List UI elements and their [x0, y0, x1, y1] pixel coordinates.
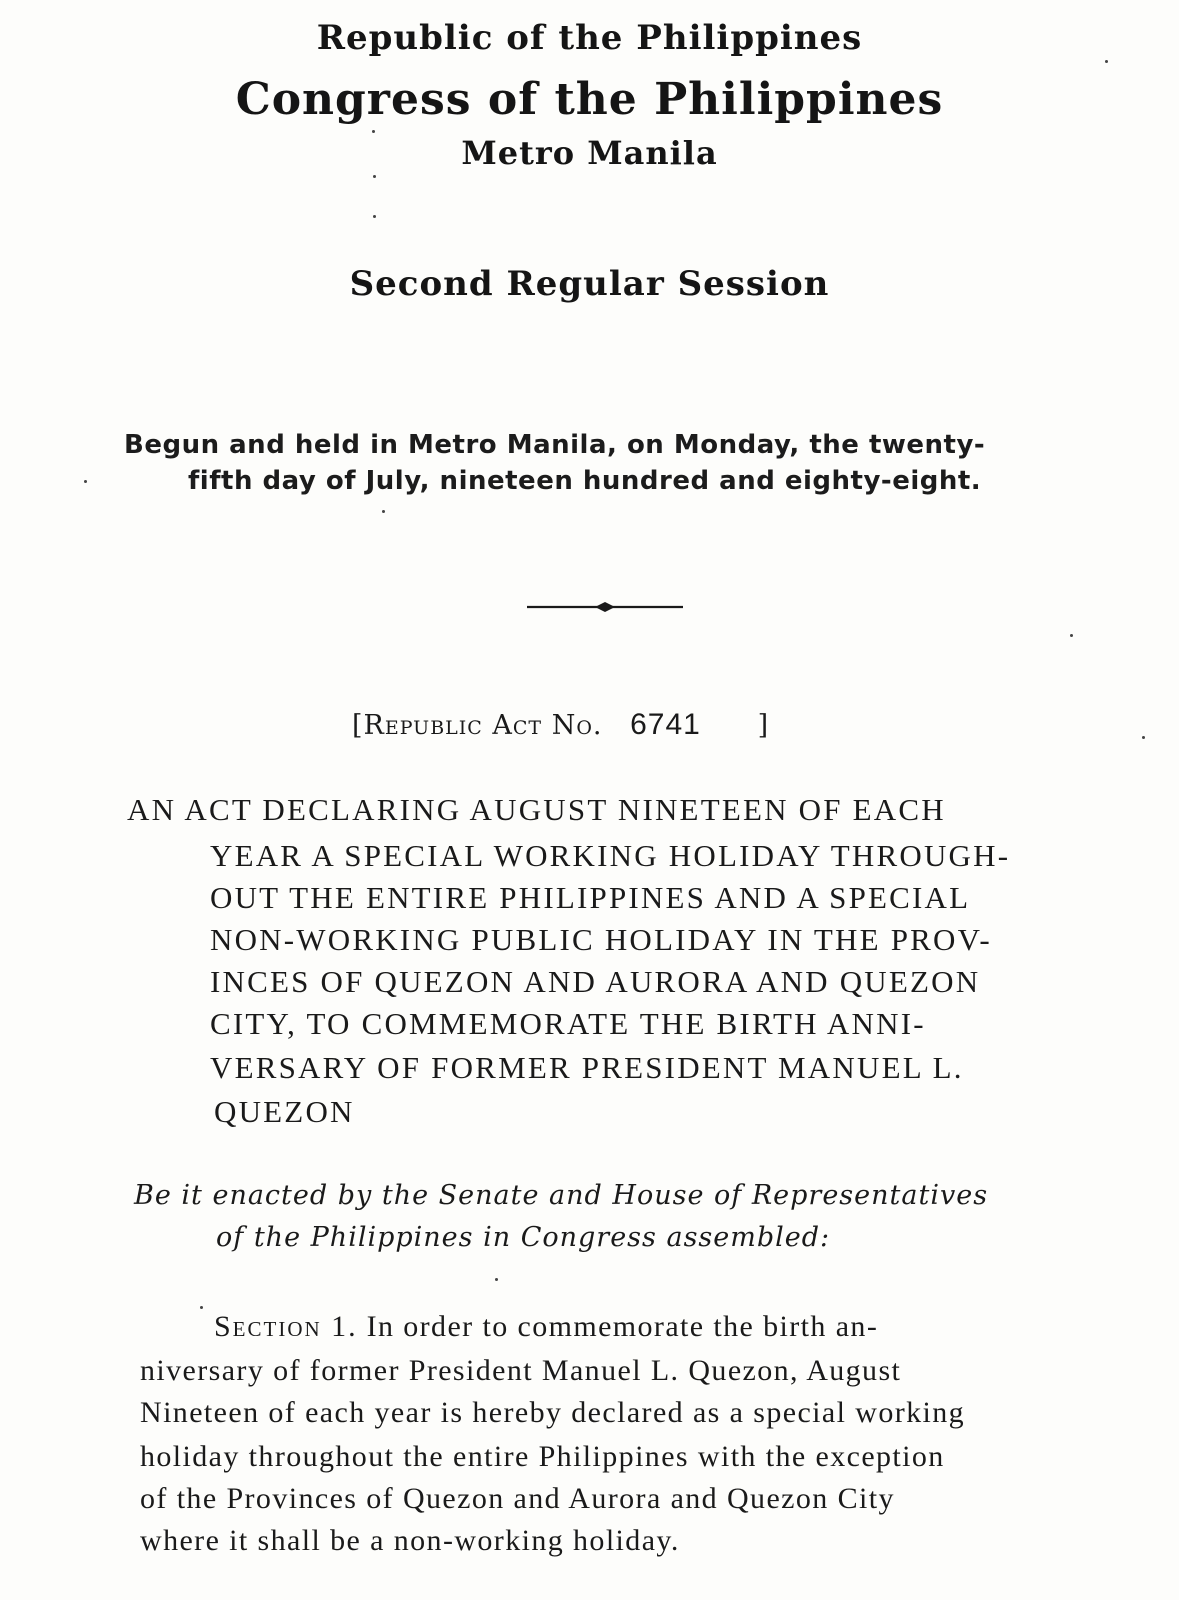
scan-speck — [372, 130, 375, 133]
act-title-line: QUEZON — [214, 1094, 355, 1129]
section-1-line — [214, 1310, 878, 1344]
section-1-line: niversary of former President Manuel L. Quezon, August — [140, 1354, 902, 1387]
act-title-line: OUT THE ENTIRE PHILIPPINES AND A SPECIAL — [210, 880, 971, 915]
scan-speck — [1105, 60, 1108, 63]
section-1-line: Nineteen of each year is hereby declared as a special working — [140, 1396, 966, 1429]
act-title-line: VERSARY OF FORMER PRESIDENT MANUEL L. — [210, 1050, 964, 1085]
scan-speck — [1070, 634, 1073, 637]
act-title-line: YEAR A SPECIAL WORKING HOLIDAY THROUGH- — [210, 838, 1011, 873]
act-title-line: CITY, TO COMMEMORATE THE BIRTH ANNI- — [210, 1006, 926, 1041]
scan-speck — [200, 1306, 203, 1309]
ornamental-divider — [527, 600, 683, 614]
act-title-line: NON-WORKING PUBLIC HOLIDAY IN THE PROV- — [210, 922, 992, 957]
section-1-label: Section 1. — [214, 1310, 358, 1343]
section-1-line: where it shall be a non-working holiday. — [140, 1524, 680, 1557]
section-1-line: holiday throughout the entire Philippines with the exception — [140, 1440, 945, 1473]
scan-speck — [495, 1278, 498, 1281]
begun-line-2: fifth day of July, nineteen hundred and eighty-eight. — [188, 466, 982, 496]
scan-speck — [1142, 736, 1145, 739]
republic-act-number — [352, 708, 769, 742]
act-title-line: INCES OF QUEZON AND AURORA AND QUEZON — [210, 964, 981, 999]
republic-act-prefix: [Republic Act No. — [352, 710, 603, 741]
section-1-line: of the Provinces of Quezon and Aurora and Quezon City — [140, 1482, 895, 1515]
enacting-clause-line-2: of the Philippines in Congress assembled: — [216, 1222, 831, 1253]
enacting-clause-line-1: Be it enacted by the Senate and House of Representatives — [134, 1180, 989, 1211]
header-congress: Congress of the Philippines — [235, 74, 944, 125]
header-republic: Republic of the Philippines — [316, 18, 863, 58]
republic-act-handwritten-number: 6741 — [630, 708, 701, 741]
header-location: Metro Manila — [461, 134, 718, 172]
scan-speck — [84, 480, 87, 483]
republic-act-suffix: ] — [757, 710, 770, 741]
header-session: Second Regular Session — [349, 264, 830, 304]
scan-speck — [382, 510, 385, 513]
begun-line-1: Begun and held in Metro Manila, on Monday, the twenty- — [124, 430, 986, 460]
section-1-text: In order to commemorate the birth an- — [366, 1310, 879, 1343]
scan-speck — [373, 175, 376, 178]
scan-speck — [373, 215, 376, 218]
act-title-line: AN ACT DECLARING AUGUST NINETEEN OF EACH — [127, 792, 946, 827]
